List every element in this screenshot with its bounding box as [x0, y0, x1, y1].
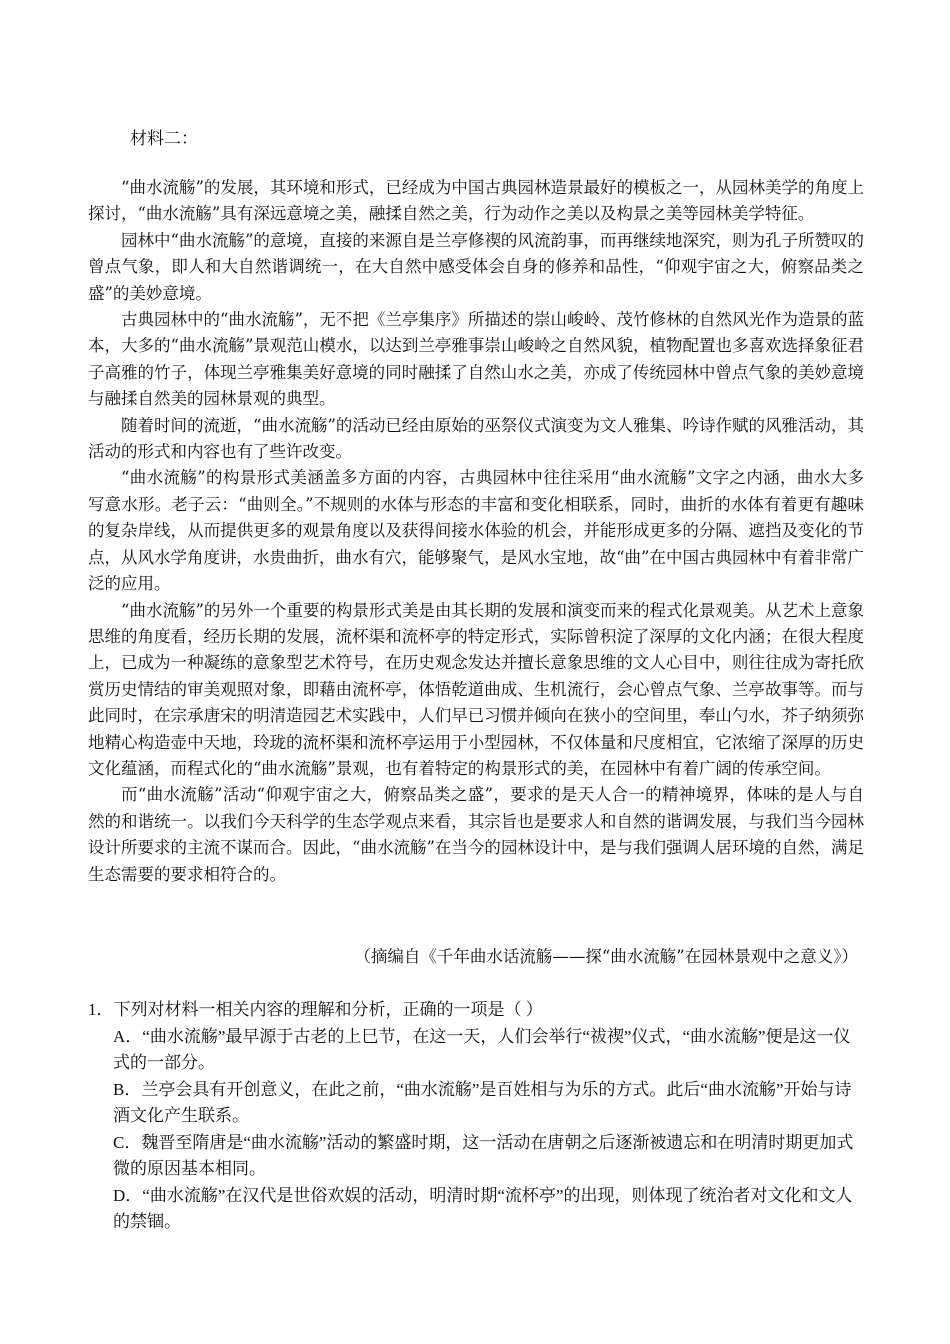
option-letter: D．: [113, 1185, 143, 1205]
paragraph: “曲水流觞”的另外一个重要的构景形式美是由其长期的发展和演变而来的程式化景观美。从艺术上意象思维的角度看，经历长期的发展，流杯渠和流杯亭的特定形式，实际曾积淀了深厚的文化内涵；在很大程度上，已成为一种凝练的意象型艺术符号，在历史观念发达并擅长意象思维的文人心目中，则往往成为寄托欣赏历史情结的审美观照对象，即藉由流杯亭，体悟乾道曲成、生机流行，会心曾点气象、兰亭故事等。而与此同时，在宗承唐宋的明清造园艺术实践中，人们早已习惯并倾向在狭小的空间里，奉山勺水，芥子纳须弥地精心构造壶中天地，玲珑的流杯渠和流杯亭运用于小型园林，不仅体量和尺度相宜，它浓缩了深厚的历史文化蕴涵，而程式化的“曲水流觞”景观，也有着特定的构景形式的美，在园林中有着广阔的传承空间。: [88, 600, 864, 778]
paragraph: 古典园林中的“曲水流觞”，无不把《兰亭集序》所描述的崇山峻岭、茂竹修林的自然风光作为造景的蓝本，大多的“曲水流觞”景观范山模水，以达到兰亭雅事崇山峻岭之自然风貌，植物配置也多喜欢选择象征君子高雅的竹子，体现兰亭雅集美好意境的同时融揉了自然山水之美，亦成了传统园林中曾点气象的美妙意境与融揉自然美的园林景观的典型。: [88, 310, 864, 409]
option-b: [88, 1077, 864, 1130]
option-letter: A．: [113, 1026, 143, 1046]
option-text: “曲水流觞”最早源于古老的上巳节，在这一天，人们会举行“祓禊”仪式，“曲水流觞”便是这一仪式的一部分。: [113, 1026, 851, 1072]
option-text: “曲水流觞”在汉代是世俗欢娱的活动，明清时期“流杯亭”的出现，则体现了统治者对文化和文人的禁锢。: [113, 1185, 853, 1231]
question-block: [88, 997, 864, 1236]
option-letter: C．: [113, 1132, 142, 1152]
paragraph: 园林中“曲水流觞”的意境，直接的来源自是兰亭修禊的风流韵事，而再继续地深究，则为孔子所赞叹的曾点气象，即人和大自然谐调统一，在大自然中感受体会自身的修养和品性，“仰观宇宙之大，俯察品类之盛”的美妙意境。: [88, 230, 864, 303]
option-a: [88, 1024, 864, 1077]
option-text: 兰亭会具有开创意义，在此之前，“曲水流觞”是百姓相与为乐的方式。此后“曲水流觞”开始与诗酒文化产生联系。: [113, 1079, 852, 1125]
section-title: 材料二：: [130, 129, 198, 149]
question-stem: 1．下列对材料一相关内容的理解和分析，正确的一项是（ ）: [88, 1000, 543, 1019]
paragraph: “曲水流觞”的构景形式美涵盖多方面的内容，古典园林中往往采用“曲水流觞”文字之内涵，曲水大多写意水形。老子云：“曲则全。”不规则的水体与形态的丰富和变化相联系，同时，曲折的水体有着更有趣味的复杂岸线，从而提供更多的观景角度以及获得间接水体验的机会，并能形成更多的分隔、遮挡及变化的节点，从风水学角度讲，水贵曲折，曲水有穴，能够聚气，是风水宝地，故“曲”在中国古典园林中有着非常广泛的应用。: [88, 468, 864, 594]
option-letter: B．: [113, 1079, 142, 1099]
article-body: [88, 175, 864, 888]
option-d: [88, 1183, 864, 1236]
paragraph: “曲水流觞”的发展，其环境和形式，已经成为中国古典园林造景最好的模板之一，从园林美学的角度上探讨，“曲水流觞”具有深远意境之美，融揉自然之美，行为动作之美以及构景之美等园林美学特征。: [88, 178, 864, 224]
source-citation: （摘编自《千年曲水话流觞——探“曲水流觞”在园林景观中之意义》）: [354, 947, 858, 966]
paragraph: 而“曲水流觞”活动“仰观宇宙之大，俯察品类之盛”，要求的是天人合一的精神境界，体味的是人与自然的和谐统一。以我们今天科学的生态学观点来看，其宗旨也是要求人和自然的谐调发展，与我们当今园林设计所要求的主流不谋而合。因此，“曲水流觞”在当今的园林设计中，是与我们强调人居环境的自然，满足生态需要的要求相符合的。: [88, 785, 864, 884]
option-c: [88, 1130, 864, 1183]
option-text: 魏晋至隋唐是“曲水流觞”活动的繁盛时期，这一活动在唐朝之后逐渐被遗忘和在明清时期更加式微的原因基本相同。: [113, 1132, 854, 1178]
paragraph: 随着时间的流逝，“曲水流觞”的活动已经由原始的巫祭仪式演变为文人雅集、吟诗作赋的风雅活动，其活动的形式和内容也有了些许改变。: [88, 415, 864, 462]
